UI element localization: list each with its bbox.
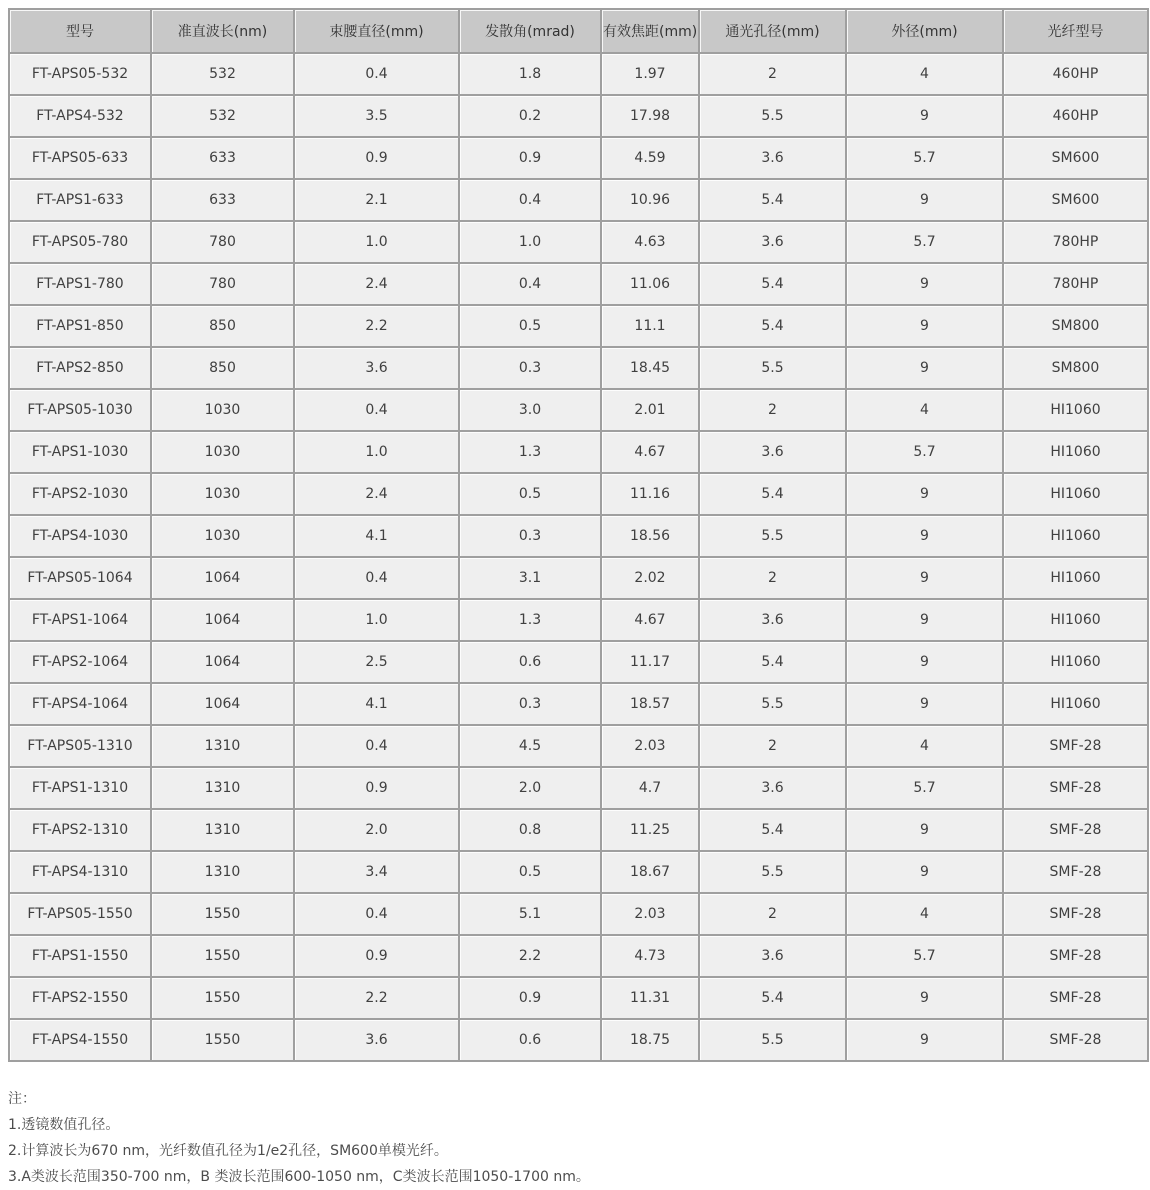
table-cell: 18.75 — [601, 1019, 699, 1061]
table-cell: 460HP — [1003, 95, 1148, 137]
table-cell: FT-APS1-780 — [9, 263, 151, 305]
table-cell: 850 — [151, 305, 294, 347]
table-row — [9, 977, 1148, 1019]
table-cell: 633 — [151, 179, 294, 221]
table-cell: 0.9 — [459, 137, 601, 179]
table-cell: SMF-28 — [1003, 851, 1148, 893]
table-cell: 9 — [846, 179, 1003, 221]
table-cell: 2 — [699, 53, 846, 95]
table-cell: 5.4 — [699, 263, 846, 305]
table-cell: 17.98 — [601, 95, 699, 137]
table-cell: 2.2 — [294, 305, 459, 347]
table-cell: 4 — [846, 893, 1003, 935]
table-cell: 3.6 — [699, 431, 846, 473]
table-row — [9, 515, 1148, 557]
table-cell: 1030 — [151, 473, 294, 515]
table-cell: 5.5 — [699, 1019, 846, 1061]
table-cell: 1064 — [151, 641, 294, 683]
table-cell: 0.9 — [294, 137, 459, 179]
column-header: 有效焦距(mm) — [601, 9, 699, 53]
table-cell: 1064 — [151, 683, 294, 725]
table-cell: 3.6 — [699, 221, 846, 263]
table-cell: 5.7 — [846, 767, 1003, 809]
table-cell: 0.3 — [459, 515, 601, 557]
table-cell: 5.5 — [699, 851, 846, 893]
table-row — [9, 389, 1148, 431]
column-header: 通光孔径(mm) — [699, 9, 846, 53]
table-row — [9, 305, 1148, 347]
table-cell: 3.6 — [699, 137, 846, 179]
table-cell: 2.0 — [459, 767, 601, 809]
table-cell: FT-APS05-1310 — [9, 725, 151, 767]
table-cell: 1.0 — [294, 221, 459, 263]
table-row — [9, 683, 1148, 725]
table-cell: 4.67 — [601, 431, 699, 473]
table-cell: 2 — [699, 389, 846, 431]
table-cell: FT-APS1-1310 — [9, 767, 151, 809]
table-cell: 18.67 — [601, 851, 699, 893]
table-cell: 9 — [846, 851, 1003, 893]
table-cell: 2 — [699, 557, 846, 599]
table-row — [9, 137, 1148, 179]
table-cell: 532 — [151, 53, 294, 95]
table-cell: 18.45 — [601, 347, 699, 389]
table-cell: 0.9 — [294, 767, 459, 809]
table-cell: 4.1 — [294, 515, 459, 557]
table-row — [9, 347, 1148, 389]
table-cell: 0.4 — [294, 389, 459, 431]
table-cell: SMF-28 — [1003, 725, 1148, 767]
table-cell: SM800 — [1003, 305, 1148, 347]
table-cell: 5.5 — [699, 683, 846, 725]
spec-table-head — [9, 9, 1148, 53]
table-cell: 2.2 — [459, 935, 601, 977]
table-cell: SM800 — [1003, 347, 1148, 389]
table-cell: 2.02 — [601, 557, 699, 599]
table-cell: FT-APS05-780 — [9, 221, 151, 263]
table-cell: 3.6 — [699, 767, 846, 809]
table-cell: 9 — [846, 347, 1003, 389]
table-cell: 5.4 — [699, 641, 846, 683]
table-cell: 0.4 — [459, 179, 601, 221]
spec-table-body — [9, 53, 1148, 1061]
table-cell: 2.2 — [294, 977, 459, 1019]
table-cell: FT-APS1-1550 — [9, 935, 151, 977]
table-cell: 0.9 — [459, 977, 601, 1019]
table-row — [9, 725, 1148, 767]
table-row — [9, 473, 1148, 515]
spec-table — [8, 8, 1149, 1062]
header-row — [9, 9, 1148, 53]
table-cell: 0.8 — [459, 809, 601, 851]
table-cell: FT-APS2-850 — [9, 347, 151, 389]
table-cell: 1.0 — [459, 221, 601, 263]
table-cell: 11.31 — [601, 977, 699, 1019]
table-cell: 4.73 — [601, 935, 699, 977]
table-cell: 5.4 — [699, 473, 846, 515]
table-cell: 4.63 — [601, 221, 699, 263]
table-cell: FT-APS05-633 — [9, 137, 151, 179]
table-cell: 0.3 — [459, 683, 601, 725]
table-cell: 1550 — [151, 893, 294, 935]
table-cell: 780HP — [1003, 221, 1148, 263]
table-cell: FT-APS4-1550 — [9, 1019, 151, 1061]
table-row — [9, 557, 1148, 599]
table-cell: 0.6 — [459, 641, 601, 683]
table-cell: HI1060 — [1003, 599, 1148, 641]
table-cell: 0.4 — [294, 53, 459, 95]
table-row — [9, 935, 1148, 977]
table-cell: 4 — [846, 725, 1003, 767]
table-cell: SMF-28 — [1003, 893, 1148, 935]
table-cell: 0.2 — [459, 95, 601, 137]
table-cell: 1550 — [151, 935, 294, 977]
table-cell: FT-APS2-1550 — [9, 977, 151, 1019]
table-cell: 2.4 — [294, 473, 459, 515]
table-cell: FT-APS1-1064 — [9, 599, 151, 641]
table-cell: 18.56 — [601, 515, 699, 557]
table-cell: 0.5 — [459, 305, 601, 347]
table-cell: FT-APS05-1064 — [9, 557, 151, 599]
footnotes-title: 注： — [8, 1091, 36, 1107]
table-cell: 1310 — [151, 725, 294, 767]
column-header: 准直波长(nm) — [151, 9, 294, 53]
table-cell: FT-APS05-1030 — [9, 389, 151, 431]
table-cell: FT-APS05-532 — [9, 53, 151, 95]
table-cell: 1550 — [151, 977, 294, 1019]
table-cell: 0.4 — [459, 263, 601, 305]
table-cell: FT-APS4-1064 — [9, 683, 151, 725]
table-row — [9, 179, 1148, 221]
table-cell: 460HP — [1003, 53, 1148, 95]
table-cell: 11.17 — [601, 641, 699, 683]
table-cell: 4.5 — [459, 725, 601, 767]
table-cell: FT-APS1-633 — [9, 179, 151, 221]
table-cell: 11.25 — [601, 809, 699, 851]
table-cell: 4.59 — [601, 137, 699, 179]
table-cell: FT-APS2-1030 — [9, 473, 151, 515]
table-cell: 2.1 — [294, 179, 459, 221]
table-cell: 5.7 — [846, 935, 1003, 977]
table-cell: 0.9 — [294, 935, 459, 977]
table-cell: 1310 — [151, 851, 294, 893]
table-cell: FT-APS1-850 — [9, 305, 151, 347]
table-cell: 5.1 — [459, 893, 601, 935]
table-row — [9, 809, 1148, 851]
table-cell: 850 — [151, 347, 294, 389]
table-cell: 4.67 — [601, 599, 699, 641]
table-cell: 1030 — [151, 515, 294, 557]
table-cell: SM600 — [1003, 137, 1148, 179]
table-cell: 0.5 — [459, 473, 601, 515]
table-cell: SMF-28 — [1003, 1019, 1148, 1061]
table-cell: 3.6 — [699, 935, 846, 977]
table-cell: 3.6 — [699, 599, 846, 641]
table-cell: 1310 — [151, 767, 294, 809]
table-cell: 633 — [151, 137, 294, 179]
table-cell: 11.16 — [601, 473, 699, 515]
table-cell: 5.7 — [846, 137, 1003, 179]
table-cell: 9 — [846, 95, 1003, 137]
table-cell: 5.7 — [846, 221, 1003, 263]
table-cell: 5.4 — [699, 179, 846, 221]
table-cell: SM600 — [1003, 179, 1148, 221]
table-cell: 1064 — [151, 557, 294, 599]
table-cell: 5.4 — [699, 977, 846, 1019]
table-row — [9, 221, 1148, 263]
table-cell: 9 — [846, 599, 1003, 641]
table-cell: 9 — [846, 473, 1003, 515]
table-cell: 9 — [846, 305, 1003, 347]
table-cell: 9 — [846, 515, 1003, 557]
table-cell: 2 — [699, 725, 846, 767]
table-cell: 1.3 — [459, 431, 601, 473]
table-row — [9, 851, 1148, 893]
table-cell: 11.06 — [601, 263, 699, 305]
table-cell: 4.7 — [601, 767, 699, 809]
table-cell: 780 — [151, 221, 294, 263]
footnotes — [8, 1086, 1147, 1190]
table-cell: 2.01 — [601, 389, 699, 431]
table-cell: 1030 — [151, 389, 294, 431]
table-cell: HI1060 — [1003, 641, 1148, 683]
table-cell: 5.7 — [846, 431, 1003, 473]
table-cell: FT-APS4-1310 — [9, 851, 151, 893]
table-cell: 1.0 — [294, 431, 459, 473]
column-header: 型号 — [9, 9, 151, 53]
table-cell: 9 — [846, 977, 1003, 1019]
table-row — [9, 53, 1148, 95]
table-row — [9, 599, 1148, 641]
table-cell: 5.5 — [699, 95, 846, 137]
column-header: 束腰直径(mm) — [294, 9, 459, 53]
table-cell: 780HP — [1003, 263, 1148, 305]
table-row — [9, 1019, 1148, 1061]
table-row — [9, 263, 1148, 305]
table-cell: 4.1 — [294, 683, 459, 725]
table-cell: SMF-28 — [1003, 935, 1148, 977]
footnote-item: 1.透镜数值孔径。 — [8, 1117, 120, 1133]
table-cell: 5.4 — [699, 809, 846, 851]
table-cell: 10.96 — [601, 179, 699, 221]
table-cell: 1.97 — [601, 53, 699, 95]
table-cell: 1.0 — [294, 599, 459, 641]
table-cell: 5.4 — [699, 305, 846, 347]
table-cell: 3.5 — [294, 95, 459, 137]
table-row — [9, 431, 1148, 473]
table-cell: 2.5 — [294, 641, 459, 683]
table-cell: FT-APS4-1030 — [9, 515, 151, 557]
footnote-item: 2.计算波长为670 nm，光纤数值孔径为1/e2孔径，SM600单模光纤。 — [8, 1143, 448, 1159]
table-cell: 2.03 — [601, 893, 699, 935]
table-row — [9, 641, 1148, 683]
table-cell: 4 — [846, 389, 1003, 431]
table-cell: FT-APS05-1550 — [9, 893, 151, 935]
table-cell: SMF-28 — [1003, 809, 1148, 851]
table-cell: 2.0 — [294, 809, 459, 851]
table-cell: 1.8 — [459, 53, 601, 95]
table-cell: 4 — [846, 53, 1003, 95]
table-cell: 3.4 — [294, 851, 459, 893]
table-cell: HI1060 — [1003, 431, 1148, 473]
table-cell: FT-APS2-1310 — [9, 809, 151, 851]
table-cell: 1064 — [151, 599, 294, 641]
column-header: 外径(mm) — [846, 9, 1003, 53]
table-cell: 9 — [846, 641, 1003, 683]
table-cell: 9 — [846, 557, 1003, 599]
table-cell: 0.4 — [294, 725, 459, 767]
table-cell: 3.0 — [459, 389, 601, 431]
table-cell: 1310 — [151, 809, 294, 851]
table-cell: 0.4 — [294, 557, 459, 599]
table-cell: 1550 — [151, 1019, 294, 1061]
table-cell: 1030 — [151, 431, 294, 473]
table-cell: FT-APS2-1064 — [9, 641, 151, 683]
table-cell: 0.4 — [294, 893, 459, 935]
table-cell: 780 — [151, 263, 294, 305]
table-cell: HI1060 — [1003, 683, 1148, 725]
table-cell: 3.6 — [294, 347, 459, 389]
table-cell: HI1060 — [1003, 515, 1148, 557]
table-cell: 0.5 — [459, 851, 601, 893]
table-cell: FT-APS4-532 — [9, 95, 151, 137]
table-cell: HI1060 — [1003, 473, 1148, 515]
table-cell: 5.5 — [699, 347, 846, 389]
table-cell: 0.6 — [459, 1019, 601, 1061]
table-row — [9, 95, 1148, 137]
table-cell: 0.3 — [459, 347, 601, 389]
table-cell: SMF-28 — [1003, 977, 1148, 1019]
column-header: 发散角(mrad) — [459, 9, 601, 53]
table-cell: 2 — [699, 893, 846, 935]
table-cell: 18.57 — [601, 683, 699, 725]
table-cell: 11.1 — [601, 305, 699, 347]
table-cell: HI1060 — [1003, 557, 1148, 599]
table-cell: HI1060 — [1003, 389, 1148, 431]
table-row — [9, 767, 1148, 809]
table-cell: 5.5 — [699, 515, 846, 557]
table-cell: 3.6 — [294, 1019, 459, 1061]
table-row — [9, 893, 1148, 935]
table-cell: 2.03 — [601, 725, 699, 767]
table-cell: 9 — [846, 683, 1003, 725]
column-header: 光纤型号 — [1003, 9, 1148, 53]
table-cell: FT-APS1-1030 — [9, 431, 151, 473]
table-cell: 1.3 — [459, 599, 601, 641]
table-cell: 532 — [151, 95, 294, 137]
table-cell: 9 — [846, 809, 1003, 851]
footnote-item: 3.A类波长范围350-700 nm，B 类波长范围600-1050 nm，C类波长范围1050-1700 nm。 — [8, 1169, 590, 1185]
table-cell: SMF-28 — [1003, 767, 1148, 809]
table-cell: 2.4 — [294, 263, 459, 305]
table-cell: 3.1 — [459, 557, 601, 599]
table-cell: 9 — [846, 1019, 1003, 1061]
table-cell: 9 — [846, 263, 1003, 305]
